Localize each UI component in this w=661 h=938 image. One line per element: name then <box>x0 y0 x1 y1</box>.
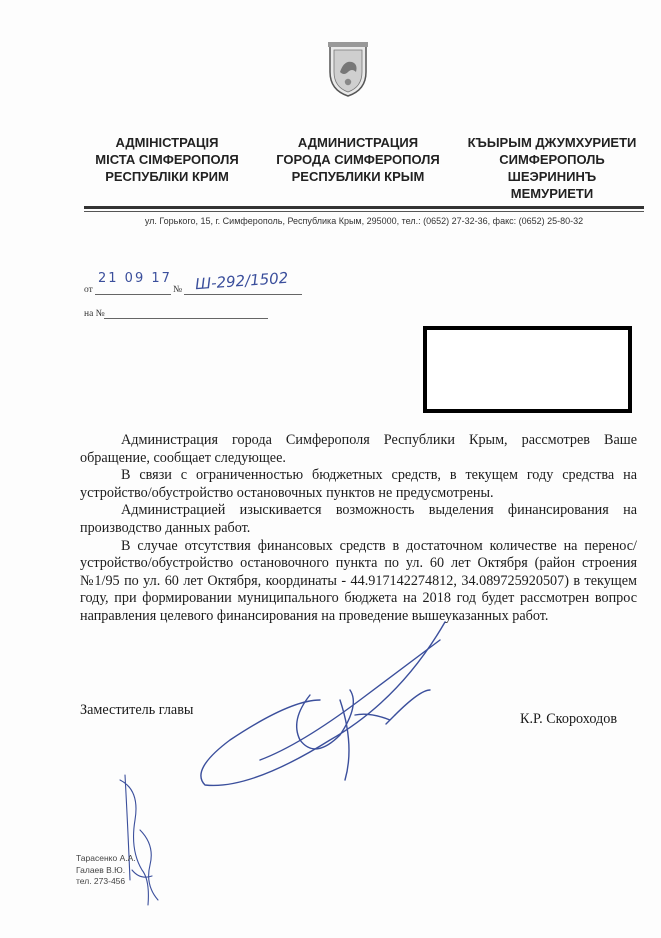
redacted-recipient <box>423 326 632 413</box>
reply-underline <box>104 318 268 319</box>
crh-name-line: ШЕЭРИНИНЪ <box>507 169 597 184</box>
executor-line: Галаев В.Ю. <box>76 864 126 875</box>
address-line: ул. Горького, 15, г. Симферополь, Республика Крым, 295000, тел.: (0652) 27-32-36, факс: (0652) 25-80-32 <box>144 216 584 226</box>
body-paragraph: Администрацией изыскивается возможность выделения финансирования на производство данных работ. <box>80 502 637 536</box>
signer-name: К.Р. Скороходов <box>520 711 618 727</box>
ru-name-line: АДМИНИСТРАЦИЯ <box>297 135 419 150</box>
ua-name-line: РЕСПУБЛІКИ КРИМ <box>105 169 229 184</box>
executor-line: тел. 273-456 <box>76 876 126 886</box>
date-label: от <box>84 285 93 295</box>
crh-name-line: СИМФЕРОПОЛЬ <box>499 152 605 167</box>
number-underline <box>184 294 302 295</box>
header-divider <box>84 206 644 209</box>
body-paragraph: В связи с ограниченностью бюджетных средств, в текущем году средства на устройство/обустройство остановочных пунктов не предусмотрены. <box>80 467 637 501</box>
ru-name-line: РЕСПУБЛИКИ КРЫМ <box>291 169 425 184</box>
header-divider-thin <box>84 211 644 212</box>
crh-name-line: КЪЫРЫМ ДЖУМХУРИЕТИ <box>467 135 637 150</box>
executor-line: Тарасенко А.А. <box>76 853 136 863</box>
ua-name-line: АДМІНІСТРАЦІЯ <box>115 135 219 150</box>
ua-name-line: МІСТА СІМФЕРОПОЛЯ <box>95 152 239 167</box>
executor-info <box>76 853 136 888</box>
reply-label: на № <box>84 309 105 319</box>
ru-administration-name <box>266 134 450 185</box>
number-label: № <box>173 285 183 295</box>
date-stamp: 21 09 17 <box>98 271 172 286</box>
ru-name-line: ГОРОДА СИМФЕРОПОЛЯ <box>276 152 440 167</box>
signer-title: Заместитель главы <box>80 702 194 718</box>
number-handwritten: Ш-292/1502 <box>194 268 289 294</box>
coat-of-arms-icon <box>326 42 370 98</box>
body-paragraph: В случае отсутствия финансовых средств в достаточном количестве на перенос/устройство/обустройство остановочного пункта по ул. 60 лет Октября (район строения №1/95 по ул. 60 лет Октября, координаты - 44.917142274812, 34.089725920507) в текущем году, при формировании муниципального бюджета на 2018 год будет рассмотрен вопрос направления целевого финансирования на проведение вышеуказанных работ. <box>80 537 637 624</box>
crh-name-line: МЕМУРИЕТИ <box>510 186 594 201</box>
date-underline <box>95 294 171 295</box>
ua-administration-name <box>84 134 250 185</box>
body-paragraph: Администрация города Симферополя Республики Крым, рассмотрев Ваше обращение, сообщает следующее. <box>80 432 637 466</box>
crh-administration-name <box>458 134 646 202</box>
letter-body <box>80 432 637 626</box>
